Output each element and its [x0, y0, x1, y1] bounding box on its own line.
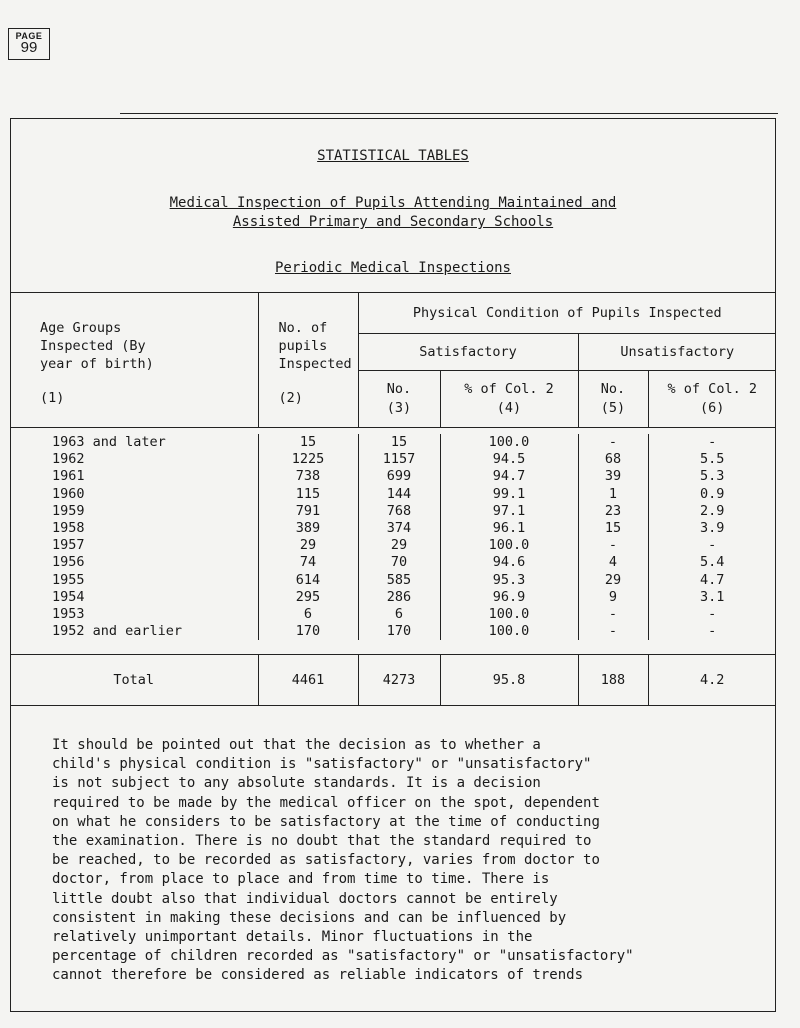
cell-sat-no: 585 — [358, 572, 440, 589]
paragraph-line: the examination. There is no doubt that the standard required to — [52, 833, 592, 850]
cell-unsat-no: - — [578, 537, 648, 554]
page-label: PAGE — [15, 31, 43, 41]
top-rule — [120, 113, 778, 114]
cell-unsat-no: 29 — [578, 572, 648, 589]
paragraph-line: doctor, from place to place and from time to time. There is — [52, 871, 550, 888]
col-5-header: No. (5) — [578, 371, 648, 428]
total-unsat-no: 188 — [578, 655, 648, 706]
cell-age: 1963 and later — [10, 434, 258, 451]
cell-unsat-no: 15 — [578, 520, 648, 537]
table-row — [10, 486, 776, 503]
table-row — [10, 572, 776, 589]
cell-age: 1957 — [10, 537, 258, 554]
cell-pupils: 15 — [258, 434, 358, 451]
cell-sat-no: 144 — [358, 486, 440, 503]
total-sat-pct: 95.8 — [440, 655, 578, 706]
section-title: Periodic Medical Inspections — [274, 260, 511, 276]
cell-unsat-pct: 5.4 — [700, 554, 725, 571]
col-age-header: Age Groups Inspected (By year of birth) (1) — [10, 293, 258, 428]
cell-unsat-pct: - — [708, 434, 717, 450]
cell-age: 1954 — [10, 589, 258, 606]
document-title: STATISTICAL TABLES — [317, 148, 469, 164]
cell-age: 1955 — [10, 572, 258, 589]
satisfactory-header: Satisfactory — [358, 334, 578, 371]
cell-sat-pct: 94.7 — [440, 468, 578, 485]
paragraph-line: is not subject to any absolute standards. It is a decision — [52, 775, 541, 792]
paragraph-line: cannot therefore be considered as reliable indicators of trends — [52, 967, 584, 984]
col-6-header: % of Col. 2 (6) — [648, 371, 776, 428]
cell-sat-pct: 100.0 — [440, 623, 578, 640]
cell-sat-no: 699 — [358, 468, 440, 485]
table-row — [10, 606, 776, 623]
paragraph-line: It should be pointed out that the decision as to whether a — [52, 737, 541, 753]
cell-age: 1961 — [10, 468, 258, 485]
page-number: 99 — [20, 39, 38, 56]
page-number-box — [8, 28, 50, 60]
cell-sat-pct: 94.6 — [440, 554, 578, 571]
cell-pupils: 170 — [258, 623, 358, 640]
table-row — [10, 451, 776, 468]
subtitle-line-2: Assisted Primary and Secondary Schools — [232, 214, 554, 230]
col-pupils-header: No. of pupils Inspected (2) — [258, 293, 358, 428]
table-row — [10, 434, 776, 451]
col-4-header: % of Col. 2 (4) — [440, 371, 578, 428]
cell-sat-pct: 94.5 — [440, 451, 578, 468]
statistics-table — [10, 292, 776, 706]
cell-sat-no: 6 — [358, 606, 440, 623]
col-1-number: (1) — [40, 390, 65, 406]
cell-unsat-pct: 4.7 — [700, 571, 725, 588]
cell-sat-no: 286 — [358, 589, 440, 606]
paragraph-line: required to be made by the medical officer on the spot, dependent — [52, 794, 600, 811]
cell-unsat-pct: - — [708, 623, 717, 640]
cell-sat-no: 29 — [358, 537, 440, 554]
cell-pupils: 389 — [258, 520, 358, 537]
cell-sat-pct: 100.0 — [440, 434, 578, 451]
cell-pupils: 738 — [258, 468, 358, 485]
col-3-header: No. (3) — [358, 371, 440, 428]
paragraph-line: child's physical condition is "satisfactory" or "unsatisfactory" — [52, 756, 592, 773]
cell-unsat-no: - — [578, 623, 648, 640]
cell-sat-no: 15 — [358, 434, 440, 451]
cell-pupils: 1225 — [258, 451, 358, 468]
cell-age: 1952 and earlier — [10, 623, 258, 640]
cell-age: 1962 — [10, 451, 258, 468]
total-unsat-pct: 4.2 — [648, 655, 776, 706]
cell-sat-no: 1157 — [358, 451, 440, 468]
cell-unsat-no: 9 — [578, 589, 648, 606]
table-row — [10, 503, 776, 520]
table-row — [10, 589, 776, 606]
cell-sat-no: 70 — [358, 554, 440, 571]
cell-age: 1953 — [10, 606, 258, 623]
cell-sat-pct: 95.3 — [440, 572, 578, 589]
cell-unsat-no: - — [578, 606, 648, 623]
cell-sat-pct: 96.1 — [440, 520, 578, 537]
cell-sat-pct: 100.0 — [440, 606, 578, 623]
cell-pupils: 6 — [258, 606, 358, 623]
cell-unsat-pct: - — [708, 537, 717, 554]
total-row — [10, 655, 776, 706]
table-row — [10, 623, 776, 640]
cell-sat-no: 768 — [358, 503, 440, 520]
cell-unsat-no: 39 — [578, 468, 648, 485]
cell-unsat-pct: 0.9 — [700, 485, 725, 502]
cell-age: 1959 — [10, 503, 258, 520]
cell-unsat-no: 1 — [578, 486, 648, 503]
paragraph-line: little doubt also that individual doctors cannot be entirely — [52, 890, 558, 907]
cell-age: 1958 — [10, 520, 258, 537]
subtitle-line-1: Medical Inspection of Pupils Attending Maintained and — [169, 195, 617, 211]
table-row — [10, 537, 776, 554]
cell-pupils: 614 — [258, 572, 358, 589]
cell-sat-pct: 97.1 — [440, 503, 578, 520]
paragraph-line: percentage of children recorded as "satisfactory" or "unsatisfactory" — [52, 948, 634, 965]
cell-sat-no: 170 — [358, 623, 440, 640]
cell-pupils: 295 — [258, 589, 358, 606]
cell-unsat-pct: 2.9 — [700, 502, 725, 519]
cell-age: 1956 — [10, 554, 258, 571]
cell-unsat-pct: 5.5 — [700, 451, 725, 468]
cell-unsat-no: - — [578, 434, 648, 451]
cell-unsat-no: 4 — [578, 554, 648, 571]
cell-unsat-pct: 3.9 — [700, 520, 725, 537]
cell-unsat-no: 23 — [578, 503, 648, 520]
table-row — [10, 468, 776, 485]
paragraph-line: consistent in making these decisions and can be influenced by — [52, 909, 567, 926]
cell-age: 1960 — [10, 486, 258, 503]
total-label: Total — [10, 655, 258, 706]
unsatisfactory-header: Unsatisfactory — [578, 334, 776, 371]
physical-condition-header: Physical Condition of Pupils Inspected — [358, 293, 776, 334]
cell-sat-pct: 100.0 — [440, 537, 578, 554]
cell-pupils: 74 — [258, 554, 358, 571]
col-2-number: (2) — [278, 390, 303, 406]
table-row — [10, 554, 776, 571]
cell-sat-pct: 99.1 — [440, 486, 578, 503]
cell-sat-pct: 96.9 — [440, 589, 578, 606]
total-sat-no: 4273 — [358, 655, 440, 706]
cell-pupils: 791 — [258, 503, 358, 520]
cell-pupils: 115 — [258, 486, 358, 503]
cell-pupils: 29 — [258, 537, 358, 554]
paragraph-line: on what he considers to be satisfactory at the time of conducting — [52, 813, 600, 830]
cell-unsat-pct: - — [708, 606, 717, 623]
cell-unsat-no: 68 — [578, 451, 648, 468]
table-row — [10, 520, 776, 537]
cell-unsat-pct: 3.1 — [700, 588, 725, 605]
total-pupils: 4461 — [258, 655, 358, 706]
cell-sat-no: 374 — [358, 520, 440, 537]
table-body — [10, 434, 776, 640]
cell-unsat-pct: 5.3 — [700, 468, 725, 485]
paragraph-line: relatively unimportant details. Minor fluctuations in the — [52, 929, 533, 946]
paragraph-line: be reached, to be recorded as satisfactory, varies from doctor to — [52, 852, 600, 869]
explanatory-paragraph — [52, 736, 752, 986]
